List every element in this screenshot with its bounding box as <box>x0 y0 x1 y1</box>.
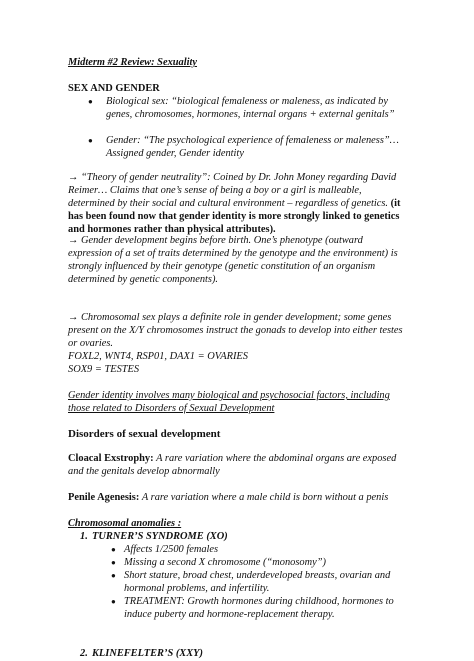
development-text: Gender development begins before birth. One’s phenotype (outward expression of a set of traits determined by the genotype and the environment) is strongly influenced by their genotype (genetic constitution of an organism determined by genetic components). <box>68 235 398 285</box>
anomalies-heading: Chromosomal anomalies : <box>68 518 182 529</box>
cloacal-label: Cloacal Exstrophy: <box>68 453 154 464</box>
theory-paragraph <box>68 172 406 237</box>
turner-bullet: Affects 1/2500 females <box>124 544 219 555</box>
testis-genes: SOX9 = TESTES <box>68 364 140 375</box>
bullet-icon: ● <box>88 97 93 106</box>
bullet-icon: ● <box>111 558 116 567</box>
chromosomal-paragraph <box>68 312 406 351</box>
list-number: 2. <box>80 648 88 659</box>
turner-bullet: TREATMENT: Growth hormones during childhood, hormones to induce puberty and hormone-replacement therapy. <box>124 596 394 620</box>
document-title: Midterm #2 Review: Sexuality <box>68 57 198 68</box>
bullet-icon: ● <box>111 597 116 606</box>
turner-bullet: Missing a second X chromosome (“monosomy”) <box>124 557 326 568</box>
penile-paragraph <box>68 492 406 505</box>
bullet-icon: ● <box>111 545 116 554</box>
bullet-gender: Gender: “The psychological experience of femaleness or maleness”… Assigned gender, Gender identity <box>106 135 399 159</box>
development-paragraph <box>68 235 406 287</box>
theory-text: “Theory of gender neutrality”: Coined by Dr. John Money regarding David Reimer… Claims that one’s sense of being a boy or a girl is malleable, determined by their social and cultural environment – regardless of genetics. <box>68 172 397 209</box>
penile-label: Penile Agenesis: <box>68 492 140 503</box>
arrow-right-icon: → <box>68 172 79 183</box>
turner-bullet: Short stature, broad chest, underdeveloped breasts, ovarian and hormonal problems, and infertility. <box>124 570 391 594</box>
bullet-icon: ● <box>88 136 93 145</box>
list-number: 1. <box>80 531 88 542</box>
bullet-biological-sex: Biological sex: “biological femaleness or maleness, as indicated by genes, chromosomes, hormones, internal organs + external genitals” <box>106 96 395 120</box>
bullet-icon: ● <box>111 571 116 580</box>
chromosomal-text: Chromosomal sex plays a definite role in gender development; some genes present on the X/Y chromosomes instruct the gonads to develop into either testes or ovaries. <box>68 312 403 349</box>
gender-identity-note: Gender identity involves many biological and psychosocial factors, including those related to Disorders of Sexual Development <box>68 390 390 414</box>
cloacal-paragraph <box>68 453 406 479</box>
klinefelter-title: KLINEFELTER’S (XXY) <box>92 648 203 659</box>
section-heading-disorders: Disorders of sexual development <box>68 428 221 440</box>
section-heading-sex-gender: SEX AND GENDER <box>68 83 160 94</box>
turner-title: TURNER’S SYNDROME (XO) <box>92 531 228 542</box>
theory-note: (it has been found now that gender identity is more strongly linked to genetics and hormones rather than physical attributes). <box>68 197 401 235</box>
arrow-right-icon: → <box>68 235 79 246</box>
ovary-genes: FOXL2, WNT4, RSP01, DAX1 = OVARIES <box>68 351 248 362</box>
penile-text: A rare variation where a male child is born without a penis <box>141 492 389 503</box>
arrow-right-icon: → <box>68 312 79 323</box>
cloacal-text: A rare variation where the abdominal organs are exposed and the genitals develop abnormally <box>68 453 397 477</box>
